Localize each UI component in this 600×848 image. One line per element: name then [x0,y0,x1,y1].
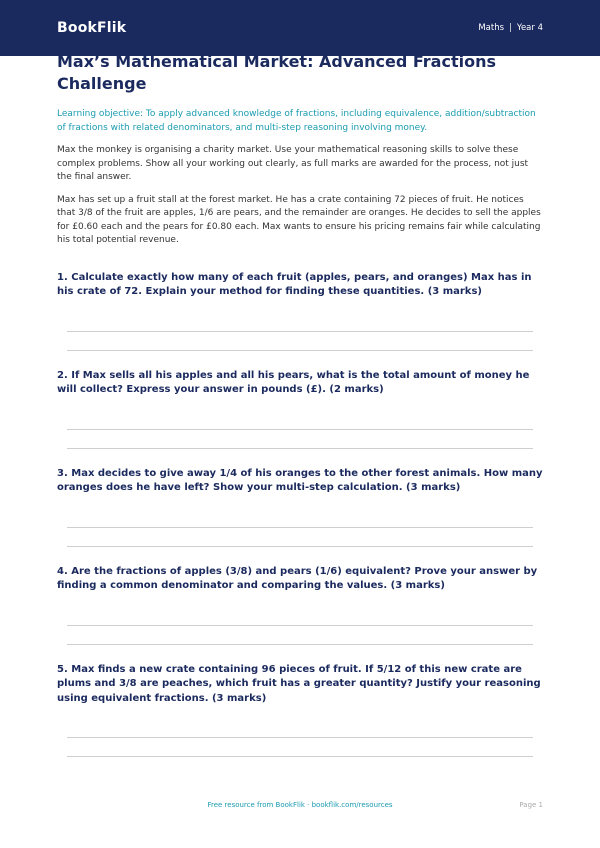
year-label: Year 4 [516,23,543,33]
question-3 [57,467,543,565]
learning-objective: Learning objective: To apply advanced knowledge of fractions, including equivalence, addition/subtraction of fractions with related denominators, and multi-step reasoning involving money. [57,109,536,133]
page-title: Max’s Mathematical Market: Advanced Fractions Challenge [57,52,496,93]
scenario-paragraph: Max has set up a fruit stall at the forest market. He has a crate containing 72 pieces of fruit. He notices that 3/8 of the fruit are apples, 1/6 are pears, and the remainder are oranges. He decides to sell the apples for £0.60 each and the pears for £0.80 each. Max wants to ensure his pricing remains fair while calculating his total potential revenue. [57,194,541,245]
answer-area[interactable] [67,625,533,663]
answer-line [67,448,533,467]
intro-paragraph: Max the monkey is organising a charity market. Use your mathematical reasoning skills to solve these complex problems. Show all your working out clearly, as full marks are awarded for the process, not just the final answer. [57,145,529,182]
answer-line [67,644,533,663]
question-text: 1. Calculate exactly how many of each fruit (apples, pears, and oranges) Max has in his crate of 72. Explain your method for finding these quantities. (3 marks) [57,271,532,297]
answer-area[interactable] [67,331,533,369]
question-2 [57,369,543,467]
answer-line [67,737,533,756]
page-number: Page 1 [519,801,543,809]
answer-area[interactable] [67,737,533,775]
question-list [57,271,543,776]
question-text: 2. If Max sells all his apples and all his pears, what is the total amount of money he will collect? Express your answer in pounds (£). (2 marks) [57,369,530,395]
answer-line [67,756,533,775]
worksheet-content [57,51,543,775]
question-text: 3. Max decides to give away 1/4 of his oranges to the other forest animals. How many oranges does he have left? Show your multi-step calculation. (3 marks) [57,467,543,493]
answer-line [67,527,533,546]
question-1 [57,271,543,369]
page-header [0,0,600,56]
answer-line [67,350,533,369]
answer-area[interactable] [67,429,533,467]
question-text: 4. Are the fractions of apples (3/8) and pears (1/6) equivalent? Prove your answer by finding a common denominator and comparing the values. (3 marks) [57,565,538,591]
answer-line [67,546,533,565]
answer-area[interactable] [67,527,533,565]
answer-line [67,625,533,644]
header-meta [478,23,543,33]
answer-line [67,429,533,448]
brand-logo: BookFlik [57,20,127,36]
question-4 [57,565,543,663]
footer-source-link[interactable]: Free resource from BookFlik · bookflik.com/resources [207,801,393,809]
page-footer [0,801,600,815]
answer-line [67,331,533,350]
subject-label: Maths [478,23,505,33]
question-5 [57,663,543,776]
meta-separator: | [509,23,512,33]
question-text: 5. Max finds a new crate containing 96 pieces of fruit. If 5/12 of this new crate are plums and 3/8 are peaches, which fruit has a greater quantity? Justify your reasoning using equivalent fractions. (3 marks) [57,663,541,704]
